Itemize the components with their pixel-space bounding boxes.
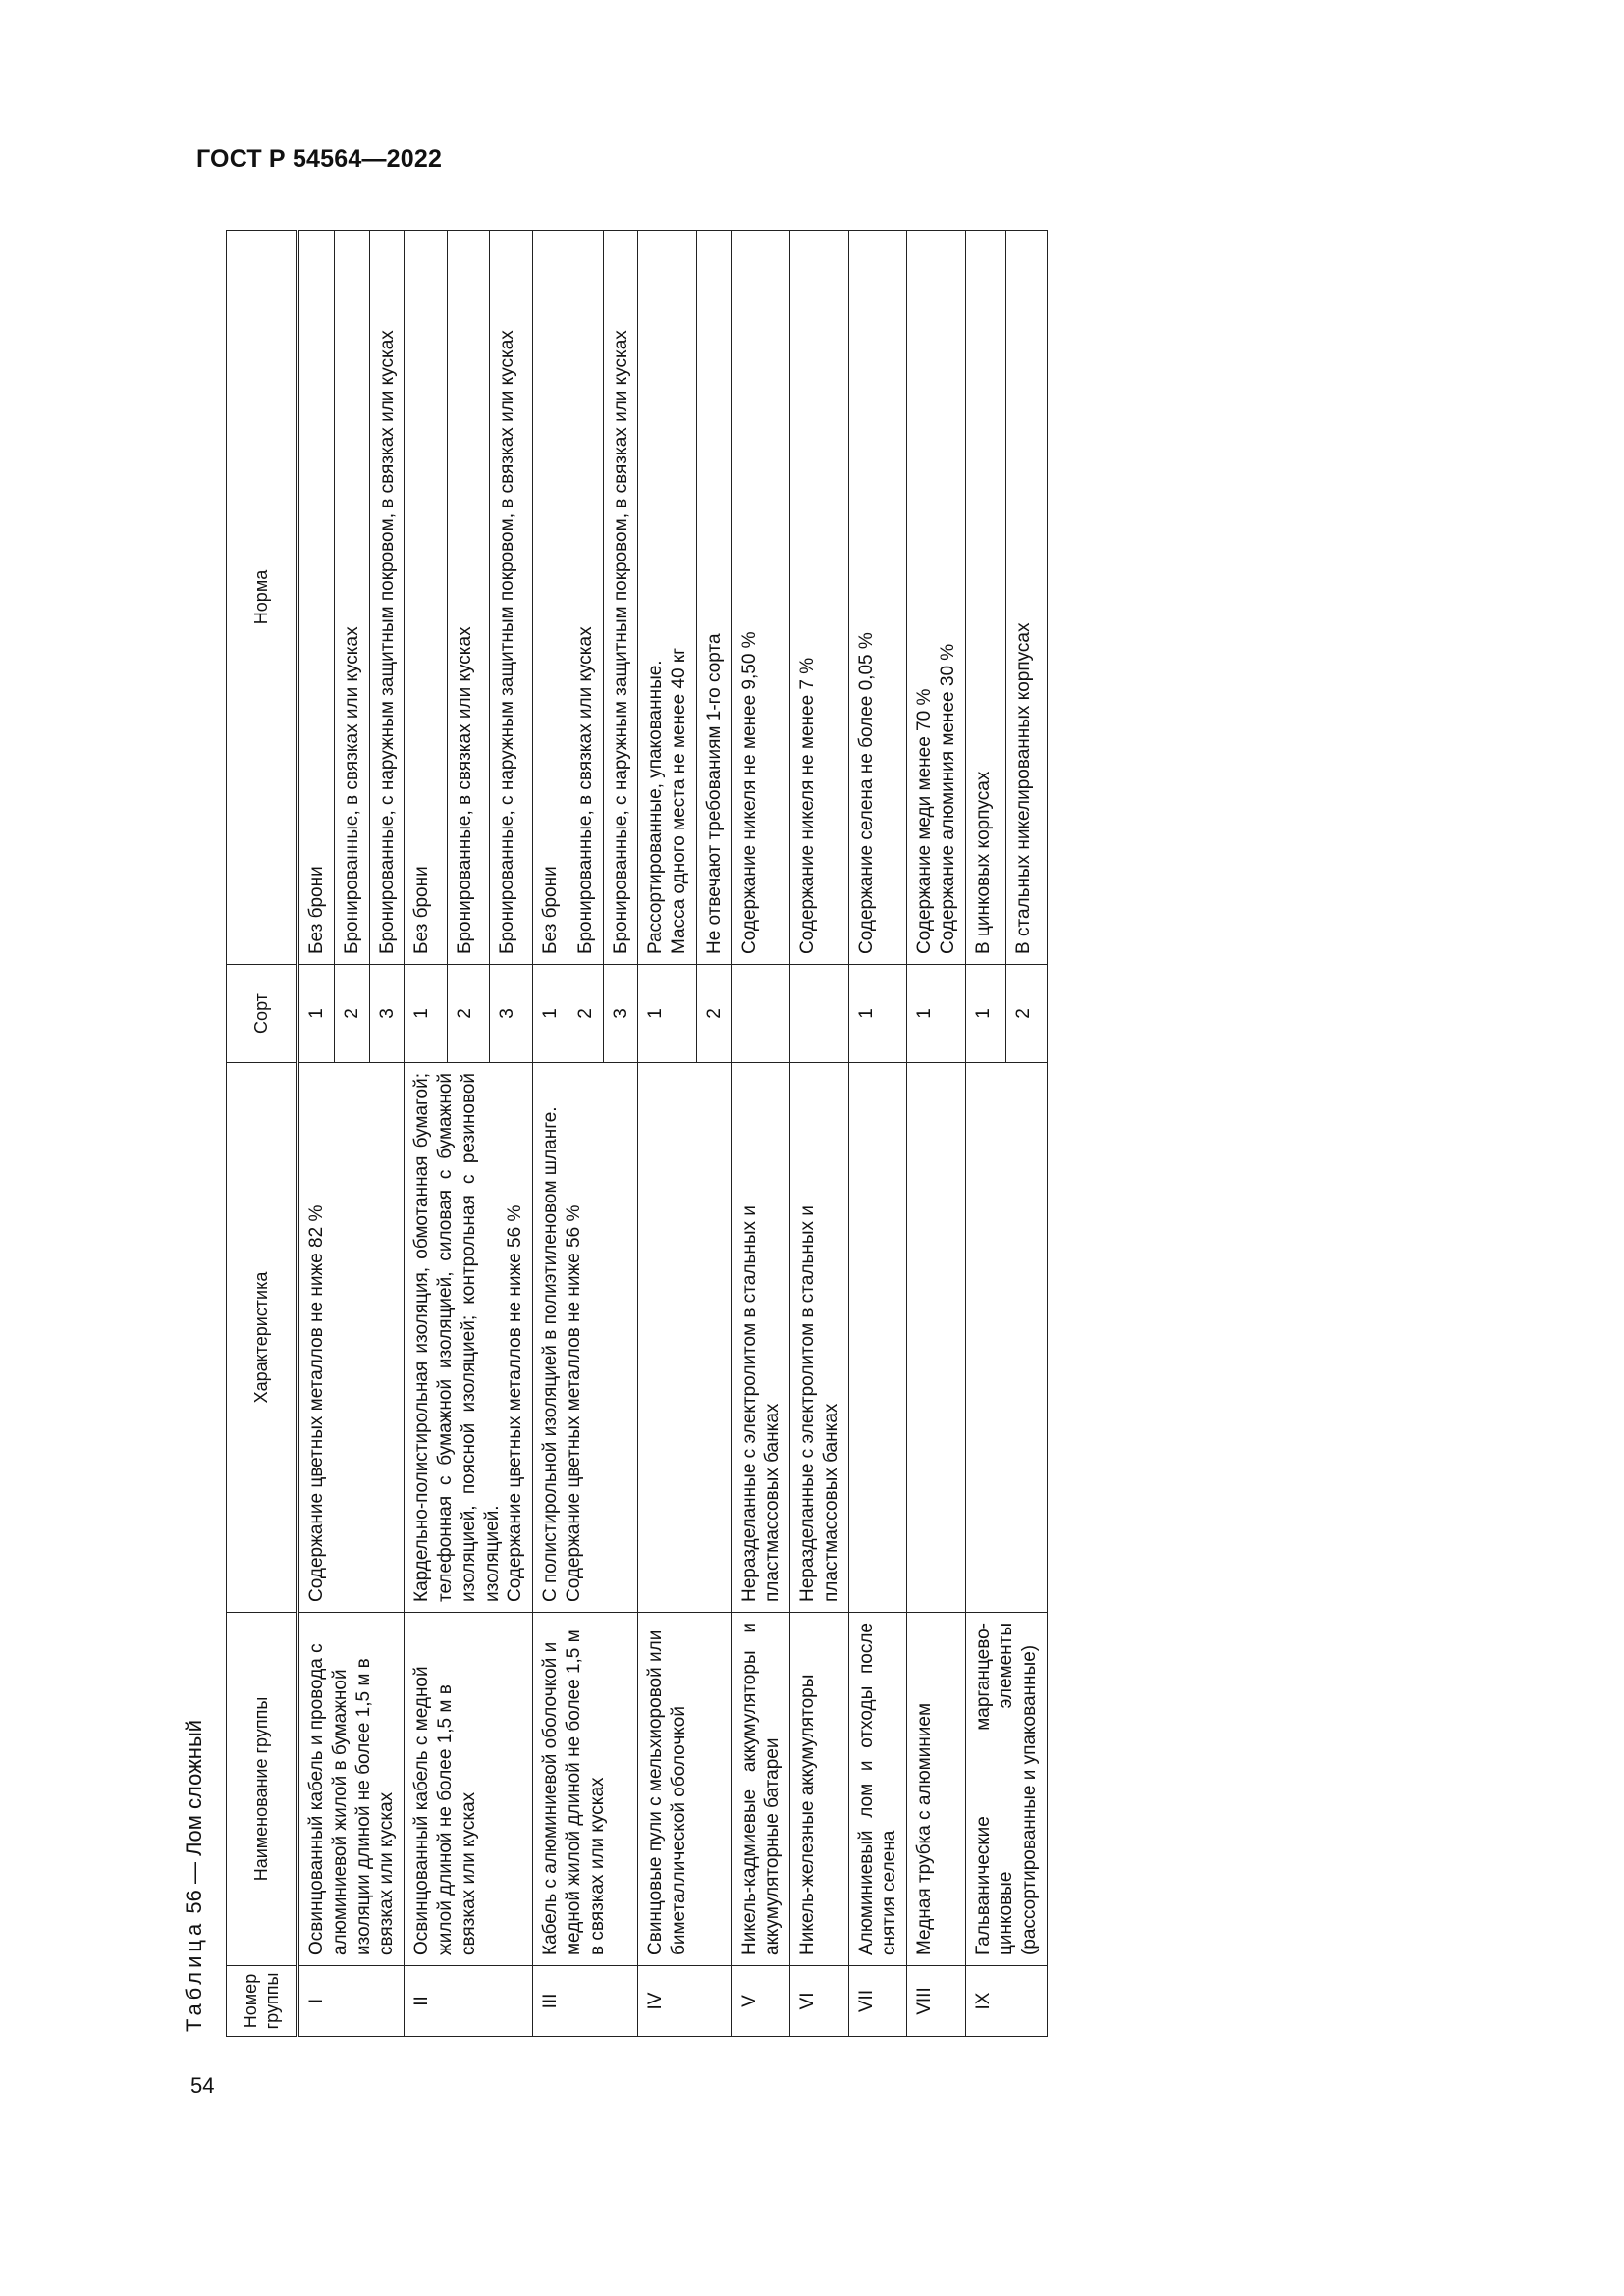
norm-cell: Содержание селена не более 0,05 % bbox=[848, 231, 907, 965]
norm-cell: Содержание никеля не менее 9,50 % bbox=[731, 231, 790, 965]
group-number: V bbox=[731, 1966, 790, 2037]
characteristic-text: Кардельно-полистирольная изоляция, обмотанная бумагой; телефонная с бумажной изоляцией, силовая с бумажной изоляцией, поясной изоляцией; контрольная с резиновой изоляцией. bbox=[411, 1073, 503, 1602]
col-header-characteristic: Характеристика bbox=[227, 1063, 298, 1613]
norm-text: Масса одного места не менее 40 кг bbox=[669, 647, 689, 954]
norm-cell: Содержание никеля не менее 7 % bbox=[790, 231, 849, 965]
group-number: III bbox=[533, 1966, 638, 2037]
col-header-grade: Сорт bbox=[227, 965, 298, 1063]
group-number: VI bbox=[790, 1966, 849, 2037]
norm-cell: Без брони bbox=[405, 231, 448, 965]
grade-cell: 2 bbox=[696, 965, 731, 1063]
grade-cell: 3 bbox=[369, 965, 405, 1063]
table-row bbox=[298, 231, 334, 2037]
grade-cell bbox=[731, 965, 790, 1063]
norm-cell: Бронированные, с наружным защитным покровом, в связках или кусках bbox=[603, 231, 638, 965]
norm-text: Содержание алюминия менее 30 % bbox=[937, 643, 958, 954]
table-caption-title: — Лом сложный bbox=[182, 1719, 206, 1884]
norm-cell: В стальных никелированных корпусах bbox=[1006, 231, 1048, 965]
table-header-row bbox=[227, 231, 298, 2037]
group-number: II bbox=[405, 1966, 533, 2037]
group-name: Никель-железные аккумуляторы bbox=[790, 1613, 849, 1966]
group-characteristic: Неразделанные с электролитом в стальных и пластмассовых банках bbox=[731, 1063, 790, 1613]
group-name: Медная трубка с алюминием bbox=[907, 1613, 966, 1966]
group-name: Кабель с алюминиевой оболочкой и медной жилой длиной не более 1,5 м в связках или кусках bbox=[533, 1613, 638, 1966]
grade-cell: 3 bbox=[603, 965, 638, 1063]
table-row bbox=[907, 231, 966, 2037]
grade-cell: 2 bbox=[1006, 965, 1048, 1063]
col-header-group-name: Наименование группы bbox=[227, 1613, 298, 1966]
group-number: VIII bbox=[907, 1966, 966, 2037]
norm-text: Рассортированные, упакованные. bbox=[645, 660, 667, 954]
characteristic-text: С полистирольной изоляцией в полиэтиленовом шланге. bbox=[540, 1106, 561, 1602]
table-row bbox=[965, 231, 1006, 2037]
group-characteristic bbox=[848, 1063, 907, 1613]
table-body bbox=[298, 231, 1047, 2037]
table-row bbox=[405, 231, 448, 2037]
group-number: I bbox=[298, 1966, 405, 2037]
group-characteristic bbox=[405, 1063, 533, 1613]
norm-cell: Без брони bbox=[533, 231, 568, 965]
grade-cell: 3 bbox=[490, 965, 533, 1063]
table-row bbox=[790, 231, 849, 2037]
group-characteristic bbox=[638, 1063, 731, 1613]
norm-cell: Бронированные, с наружным защитным покровом, в связках или кусках bbox=[490, 231, 533, 965]
group-name: Освинцованный кабель с медной жилой длиной не более 1,5 м в связках или кусках bbox=[405, 1613, 533, 1966]
group-characteristic bbox=[965, 1063, 1047, 1613]
grade-cell: 2 bbox=[447, 965, 490, 1063]
characteristic-text: Содержание цветных металлов не ниже 56 % bbox=[563, 1204, 584, 1602]
table-caption bbox=[182, 1720, 207, 2032]
grade-cell: 1 bbox=[638, 965, 697, 1063]
group-characteristic bbox=[533, 1063, 638, 1613]
norm-text: Содержание меди менее 70 % bbox=[914, 688, 935, 954]
table-caption-number: 56 bbox=[182, 1890, 206, 1914]
norm-cell: Бронированные, в связках или кусках bbox=[334, 231, 369, 965]
norm-cell: Не отвечают требованиям 1-го сорта bbox=[696, 231, 731, 965]
norm-cell bbox=[638, 231, 697, 965]
norm-cell: Бронированные, в связках или кусках bbox=[568, 231, 603, 965]
col-header-norm: Норма bbox=[227, 231, 298, 965]
grade-cell: 1 bbox=[405, 965, 448, 1063]
norm-cell: Без брони bbox=[298, 231, 334, 965]
norm-cell: В цинковых корпусах bbox=[965, 231, 1006, 965]
group-name: Никель-кадмиевые аккумуляторы и аккумуляторные батареи bbox=[731, 1613, 790, 1966]
grade-cell: 1 bbox=[907, 965, 966, 1063]
table-row bbox=[848, 231, 907, 2037]
grade-cell: 1 bbox=[298, 965, 334, 1063]
table-row bbox=[638, 231, 697, 2037]
document-header: ГОСТ Р 54564—2022 bbox=[196, 145, 443, 173]
group-number: IV bbox=[638, 1966, 731, 2037]
norm-cell: Бронированные, с наружным защитным покровом, в связках или кусках bbox=[369, 231, 405, 965]
table-row bbox=[533, 231, 568, 2037]
norm-cell: Бронированные, в связках или кусках bbox=[447, 231, 490, 965]
col-header-group-number: Номер группы bbox=[227, 1966, 298, 2037]
group-characteristic: Неразделанные с электролитом в стальных и пластмассовых банках bbox=[790, 1063, 849, 1613]
characteristic-text: Содержание цветных металлов не ниже 56 % bbox=[505, 1204, 526, 1602]
grade-cell bbox=[790, 965, 849, 1063]
group-name: Гальванические марганцево-цинковые элементы (рассортированные и упакованные) bbox=[965, 1613, 1047, 1966]
grade-cell: 1 bbox=[533, 965, 568, 1063]
group-name: Алюминиевый лом и отходы после снятия селена bbox=[848, 1613, 907, 1966]
group-name: Свинцовые пули с мельхиоровой или биметаллической оболочкой bbox=[638, 1613, 731, 1966]
scrap-table bbox=[226, 230, 1048, 2037]
table-container bbox=[226, 231, 1434, 2037]
page-number: 54 bbox=[190, 2073, 215, 2098]
norm-cell bbox=[907, 231, 966, 965]
group-number: IX bbox=[965, 1966, 1047, 2037]
grade-cell: 1 bbox=[965, 965, 1006, 1063]
group-characteristic: Содержание цветных металлов не ниже 82 % bbox=[298, 1063, 405, 1613]
grade-cell: 1 bbox=[848, 965, 907, 1063]
group-number: VII bbox=[848, 1966, 907, 2037]
table-row bbox=[731, 231, 790, 2037]
group-characteristic bbox=[907, 1063, 966, 1613]
group-name: Освинцованный кабель и провода с алюминиевой жилой в бумажной изоляции длиной не более 1,5 м в связках или кусках bbox=[298, 1613, 405, 1966]
grade-cell: 2 bbox=[334, 965, 369, 1063]
grade-cell: 2 bbox=[568, 965, 603, 1063]
table-caption-prefix: Таблица bbox=[182, 1919, 206, 2032]
